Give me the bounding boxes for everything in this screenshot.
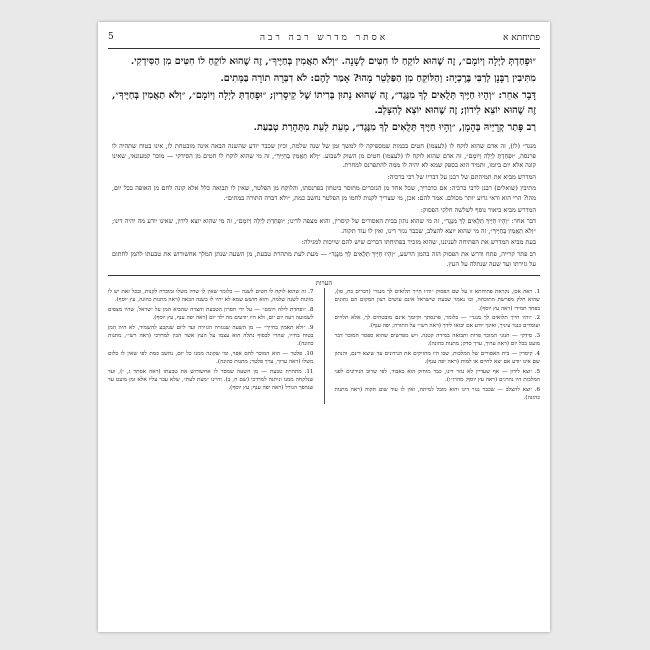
page-header	[108, 26, 540, 49]
commentary-paragraph: דבר אחר: ״וְהָיוּ חַיֶּיךָ תְּלֻאִים לְךָ מִנֶּגֶד״, זה מי שהוא נתון בבית האסורים של קיסרין, והוא מצפה לדינו; ״וּפָחַדְתְּ לַיְלָה וְיוֹמָם״, זה מי שהוא יוצא לידון, שאינו יודע מה יהיה דינו; ״וְלֹא תַאֲמִין בְּחַיֶּיךָ״, זה מי שהוא יוצא להצלב, שכבר נגזר דינו, ואין לו עוד תקוה.	[112, 217, 536, 235]
main-paragraph: מִתִּיבִין רַבָּנָן לְרַבִּי בֶּרֶכְיָה: וְהַלּוֹקֵחַ מִן הַפַּלְטֵר מָהוּ? אָמַר לָהֶם: לֹא דִבְּרָה תוֹרָה בַּמֵּתִים.	[220, 73, 536, 85]
footnote: 2. ״והיו חייך תלואים לך מנגד״ — כלומר, פרנסתך וקיומך אינם מובטחים לך, אלא תלויים ועומדים כנגד עיניך, ואינך יודע אם יבואו לידך (ראה רש״י על התורה; יפה ענף).	[334, 315, 540, 330]
commentary-text	[112, 142, 536, 269]
footnote: 6. יוצא להצלב — שכבר נגזר דינו והוא מובל למיתה, ואין לו עוד שום תקוה (ראה מתנות כהונה).	[334, 386, 540, 402]
book-title: אסתר מדרש רבה רבה	[259, 33, 389, 43]
commentary-paragraph: מתיבין (שואלים) רבנן לרבי ברכיה: אם כדבריך, שכל אחד מן הנזכרים מחוסר ביטחון בפרנסתו, והלוקח מן הפלטר, שאין לו תבואה כלל אלא קונה לחם מן האופה בכל יום, מהו? הרי הוא ודאי גרוע יותר מכולם. אמר להם: אכן, מי שצריך לקנות לחמו מן הפלטר נחשב כמת, ״ולא דברה התורה במתים״.	[112, 184, 536, 202]
footnotes	[108, 288, 540, 404]
footnote: 9. ״ולא תאמין בחייך״ — מן השעה שנגזרה הגזירה ועד ליום שנקבע להשמיד, לא היה המן בטוח בחייו, שהרי לבסוף נתלה הוא עצמו על העץ אשר הכין למרדכי (ראה רש״י, מתנות כהונה).	[108, 324, 314, 348]
column-divider	[324, 288, 325, 404]
page-number: 5	[108, 32, 114, 42]
footnote: 8. ״ופחדת לילה ויומם״ — על ידי חסרון הטבעת והצרה שהביא המן על ישראל, שהיו מצפים לשמועה רעה יום יום, ולא היו יודעים מה ילד יום (ראה יפה ענף, עץ יוסף).	[108, 307, 314, 322]
footnote: 1. ראה אכן, נקראת פתיחתא זו על שם הפסוק ״והיו חייך תלואים לך מנגד״ (דברים כח, סו), שהוא חלק מפרשת התוכחה, ובו נאמר שבעת שישראל אינם עושים רצון המקום הם נתונים בפחד תמידי (ראה עץ יוסף).	[334, 289, 540, 312]
main-midrash-text	[112, 55, 536, 135]
footnote: 5. יוצא לידון — אף שעדיין לא נגזר דינו, כבר מוחזק הוא כאבוד, לפי שרוב הנידונים לפני המלכות היו נהרגים (ראה עץ יוסף; מהרז״ו).	[334, 368, 540, 384]
commentary-paragraph: המדרש מביא ביאור נוסף לשלשה חלקי הפסוק:	[420, 205, 536, 214]
notes-divider	[108, 275, 540, 286]
footnote: 10. פלטר — הוא המוכר לחם אפוי, ומי שקונה ממנו כל יום, נחשב כמת לפי שאין לו כלום משלו (ראה ערוך, ערך פלטר; מתנות כהונה).	[108, 351, 314, 366]
main-paragraph: ״וּפָחַדְתְּ לַיְלָה וְיוֹמָם״, זֶה שֶׁהוּא לוֹקֵחַ לוֹ חִטִּים לְשָׁנָה. ״וְלֹא תַאֲמִין בְּחַיֶּיךָ״, זֶה שֶׁהוּא לוֹקֵחַ לוֹ חִטִּים מִן הַסִּידְקִי.	[130, 56, 536, 67]
commentary-paragraph: המדרש מביא את תמיהתם של רבנן על דבריו של רבי ברכיה:	[387, 172, 536, 181]
commentary-paragraph: רב פתר קרייה, פתח ודרש את הפסוק הזה בהמן הרשע, ״וְהָיוּ חַיֶּיךָ תְּלֻאִים לְךָ מִנֶּגֶד״ — מעת לעת מתהרת טבעת, מן השעה שנתן המלך אחשורוש את טבעתו להמן לחתום על גזירתו ועד שעה שנתלה על העץ.	[112, 249, 536, 268]
main-paragraph: רַב פָּתַר קְרָיֵיהּ בְּהָמָן, ״וְהָיוּ חַיֶּיךָ תְּלֻאִים לְךָ מִנֶּגֶד״, מֵעֵת לְעֵת מִתְּהָרַת טְבַעַת.	[253, 121, 536, 133]
commentary-paragraph: מנגד״ (לו), זה אדם שהוא לוקח לו (לעצמו) חטים בכמות שמספיקה לו למשך זמן של שנה שלמה, וכיון שכבר יודע שהשנה הבאה אינה מובטחת לו, אינו בטוח שתהיה לו פרנסה, ״וּפָחַדְתְּ לַיְלָה וְיוֹמָם״, זה אדם שהוא לוקח לו (לעצמו) חטים מן השוק לשבוע. ״וְלֹא תַאֲמִין בְּחַיֶּיךָ״, זה מי שהוא לוקח לו חטים מן הסידקי — מוכר קמעונאי, שאינו קונה אלא יום ביומו, ותמיד הוא בספק שמא לא יהיה לו ממה להתפרנס למחרת.	[112, 142, 536, 170]
main-paragraph: דָּבָר אַחֵר: ״וְהָיוּ חַיֶּיךָ תְּלֻאִים לְךָ מִנֶּגֶד״, זֶה שֶׁהוּא נָתוּן בְּרִיתוֹ שֶׁל קֵיסָרִין; ״וּפָחַדְתְּ לַיְלָה וְיוֹמָם״, ״וְלֹא תַאֲמִין בְּחַיֶּיךָ״, זֶה שֶׁהוּא יוֹצֵא לִידוֹן; זֶה שֶׁהוּא יוֹצֵא לְהִצָּלֵב.	[112, 90, 536, 116]
commentary-paragraph: בעת מביא המדרש את הפתיחה לעניננו, שהוא מזכיר בפתיחתו דברים שיש להם שייכות למגילה:	[301, 238, 536, 247]
footnote: 3. סידקי — חנוני המוכר פרות ותבואה במידה קטנה. ויש מפרשים שהוא ספסר המוכר דבר מועט בכל יום (ראה ערוך, ערך סדק; מתנות כהונה).	[334, 333, 540, 348]
notes-column-right	[335, 288, 541, 404]
notes-label: הערות	[308, 279, 340, 287]
footnote: 4. קיסרין — בית האסורים של המלכות, שבו היו מחזיקים את הנידונים עד שיצא דינם, והנתון שם אינו יודע אם יצא לחיים או למות (ראה יפה ענף).	[334, 351, 540, 366]
footnote: 7. זה שהוא לוקח לו חטים לשנה — כלומר שאין לו שדה משלו ומוכרח לקנות, ובכל זאת יש לו מזונות לשנה שלמה, והוא חושש שמא לא יהיו לו בשנה הבאה (ראה מתנות כהונה, עץ יוסף).	[108, 289, 314, 304]
notes-column-left	[108, 288, 314, 404]
section-title: פתיחתא א	[502, 33, 540, 43]
book-page	[98, 22, 550, 632]
footnote: 11. מתהרת טבעת — מן השעה שמסר לו אחשורוש את טבעתו (ראה אסתר ג, י), ועד שנלקחה ממנו וניתנה למרדכי (שם ח, ב). והיינו ״מעת לעת״, שלא עבר עליו אלא זמן מועט עד שנהפך הגורל (ראה יפה ענף; עץ יוסף).	[108, 368, 314, 392]
